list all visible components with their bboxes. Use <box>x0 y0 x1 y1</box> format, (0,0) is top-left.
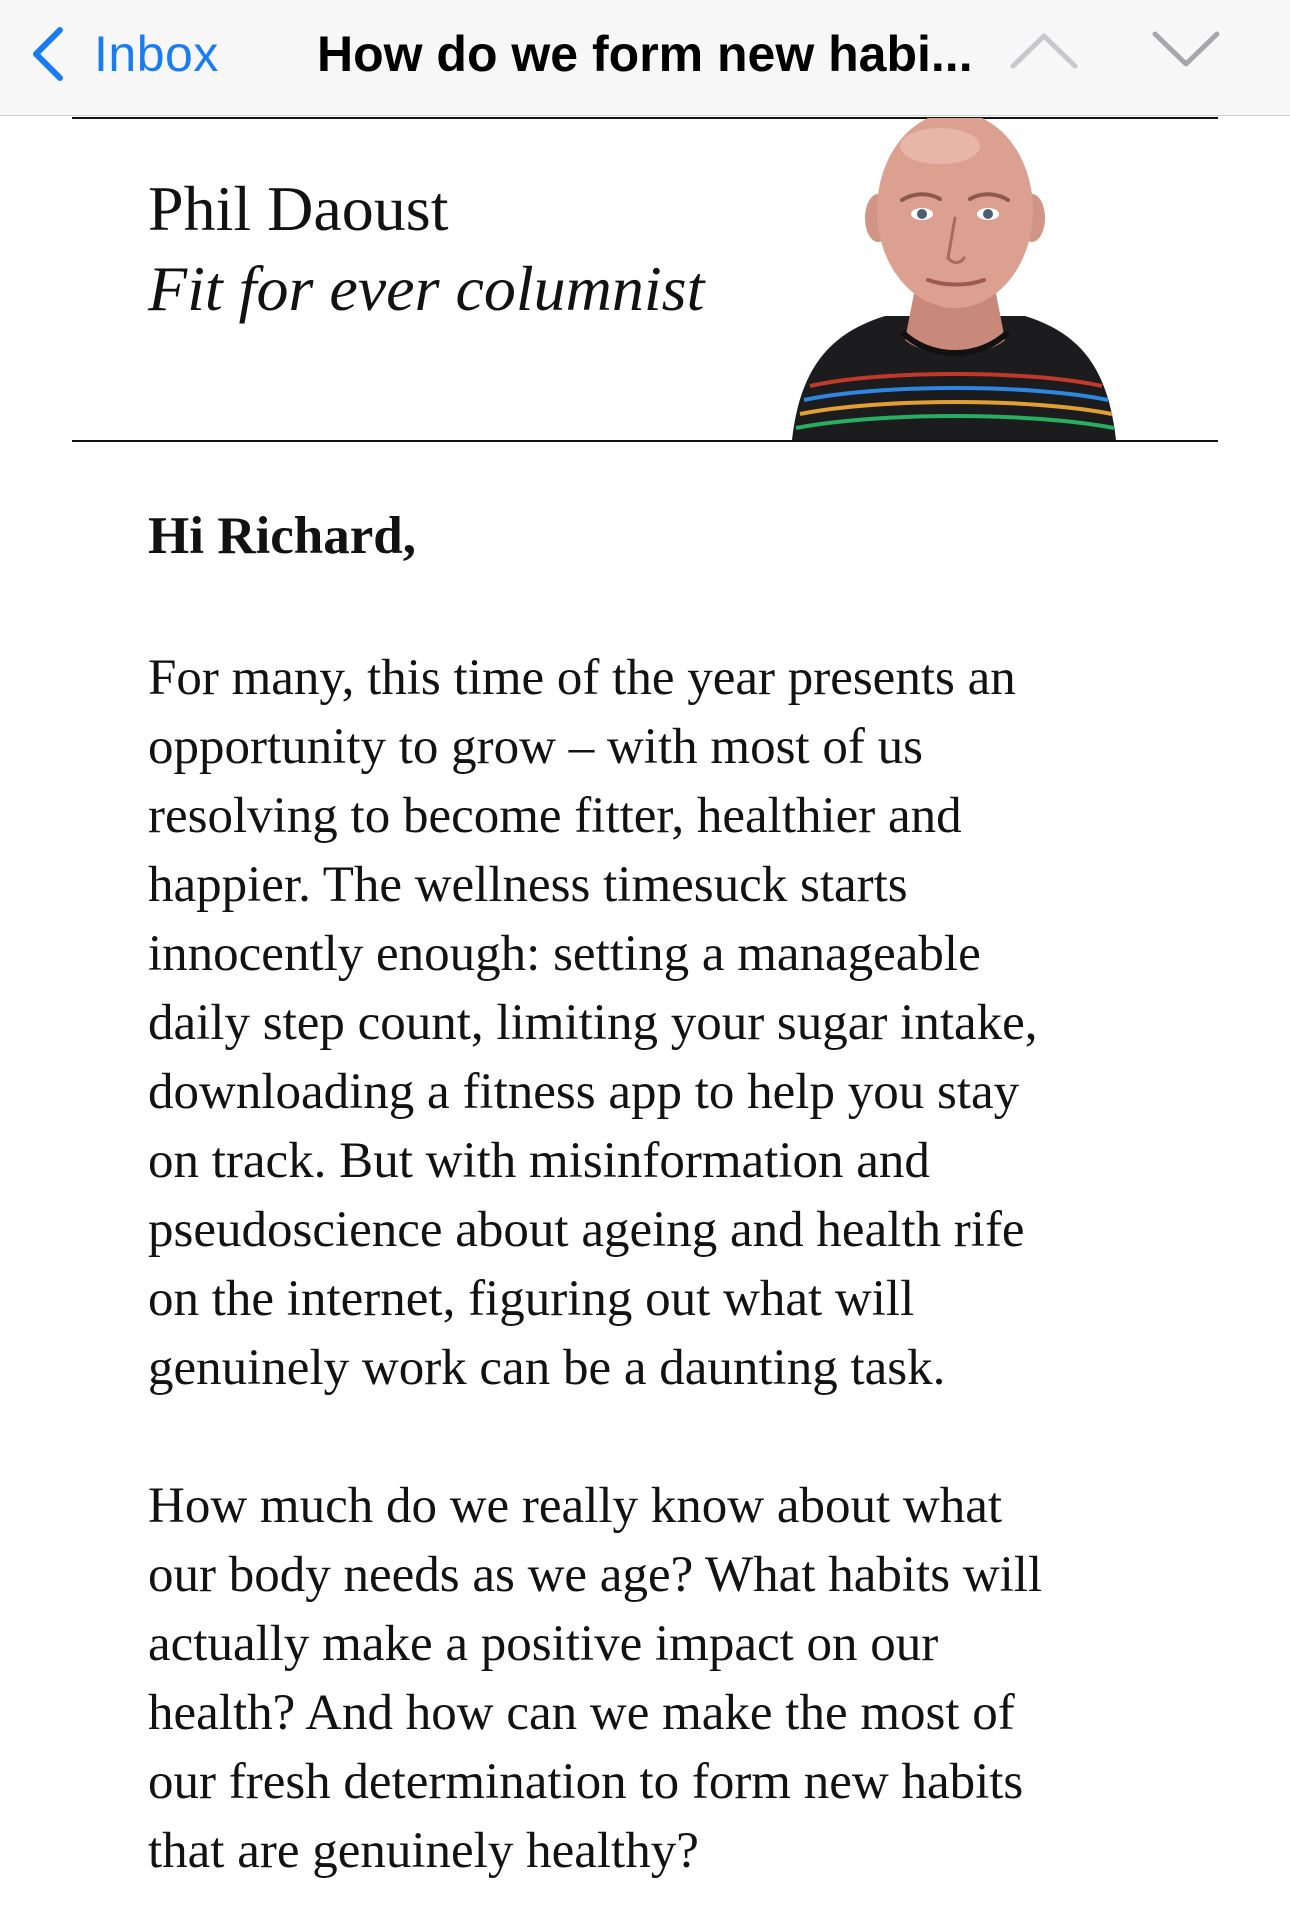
paragraph-line: our fresh determination to form new habits <box>148 1754 1024 1810</box>
email-paragraph-1 <box>148 644 1158 1403</box>
paragraph-line: How much do we really know about what <box>148 1478 1003 1534</box>
paragraph-line: on track. But with misinformation and <box>148 1133 930 1189</box>
paragraph-line: actually make a positive impact on our <box>148 1616 939 1672</box>
header-rule-bottom <box>72 440 1218 442</box>
chevron-up-icon <box>1009 30 1079 75</box>
mail-navigation-bar <box>0 0 1290 116</box>
paragraph-line: daily step count, limiting your sugar intake, <box>148 995 1038 1051</box>
back-button-label: Inbox <box>94 26 219 82</box>
back-to-inbox-button[interactable] <box>30 14 219 94</box>
next-message-button[interactable] <box>1150 22 1222 82</box>
email-subject-title: How do we form new habi... <box>317 26 973 82</box>
paragraph-line: resolving to become fitter, healthier and <box>148 788 962 844</box>
chevron-left-icon <box>30 24 66 84</box>
paragraph-line: genuinely work can be a daunting task. <box>148 1340 946 1396</box>
paragraph-line: downloading a fitness app to help you stay <box>148 1064 1020 1120</box>
author-name: Phil Daoust <box>148 173 449 244</box>
paragraph-line: innocently enough: setting a manageable <box>148 926 981 982</box>
paragraph-line: opportunity to grow – with most of us <box>148 719 923 775</box>
author-role: Fit for ever columnist <box>148 253 705 324</box>
previous-message-button[interactable] <box>1008 22 1080 82</box>
email-greeting: Hi Richard, <box>148 507 416 565</box>
paragraph-line: happier. The wellness timesuck starts <box>148 857 908 913</box>
author-portrait-image <box>790 118 1120 440</box>
paragraph-line: that are genuinely healthy? <box>148 1823 699 1879</box>
paragraph-line: on the internet, figuring out what will <box>148 1271 915 1327</box>
paragraph-line: pseudoscience about ageing and health rife <box>148 1202 1025 1258</box>
paragraph-line: health? And how can we make the most of <box>148 1685 1015 1741</box>
email-paragraph-2 <box>148 1472 1158 1886</box>
paragraph-line: For many, this time of the year presents an <box>148 650 1016 706</box>
chevron-down-icon <box>1151 30 1221 75</box>
paragraph-line: our body needs as we age? What habits will <box>148 1547 1043 1603</box>
